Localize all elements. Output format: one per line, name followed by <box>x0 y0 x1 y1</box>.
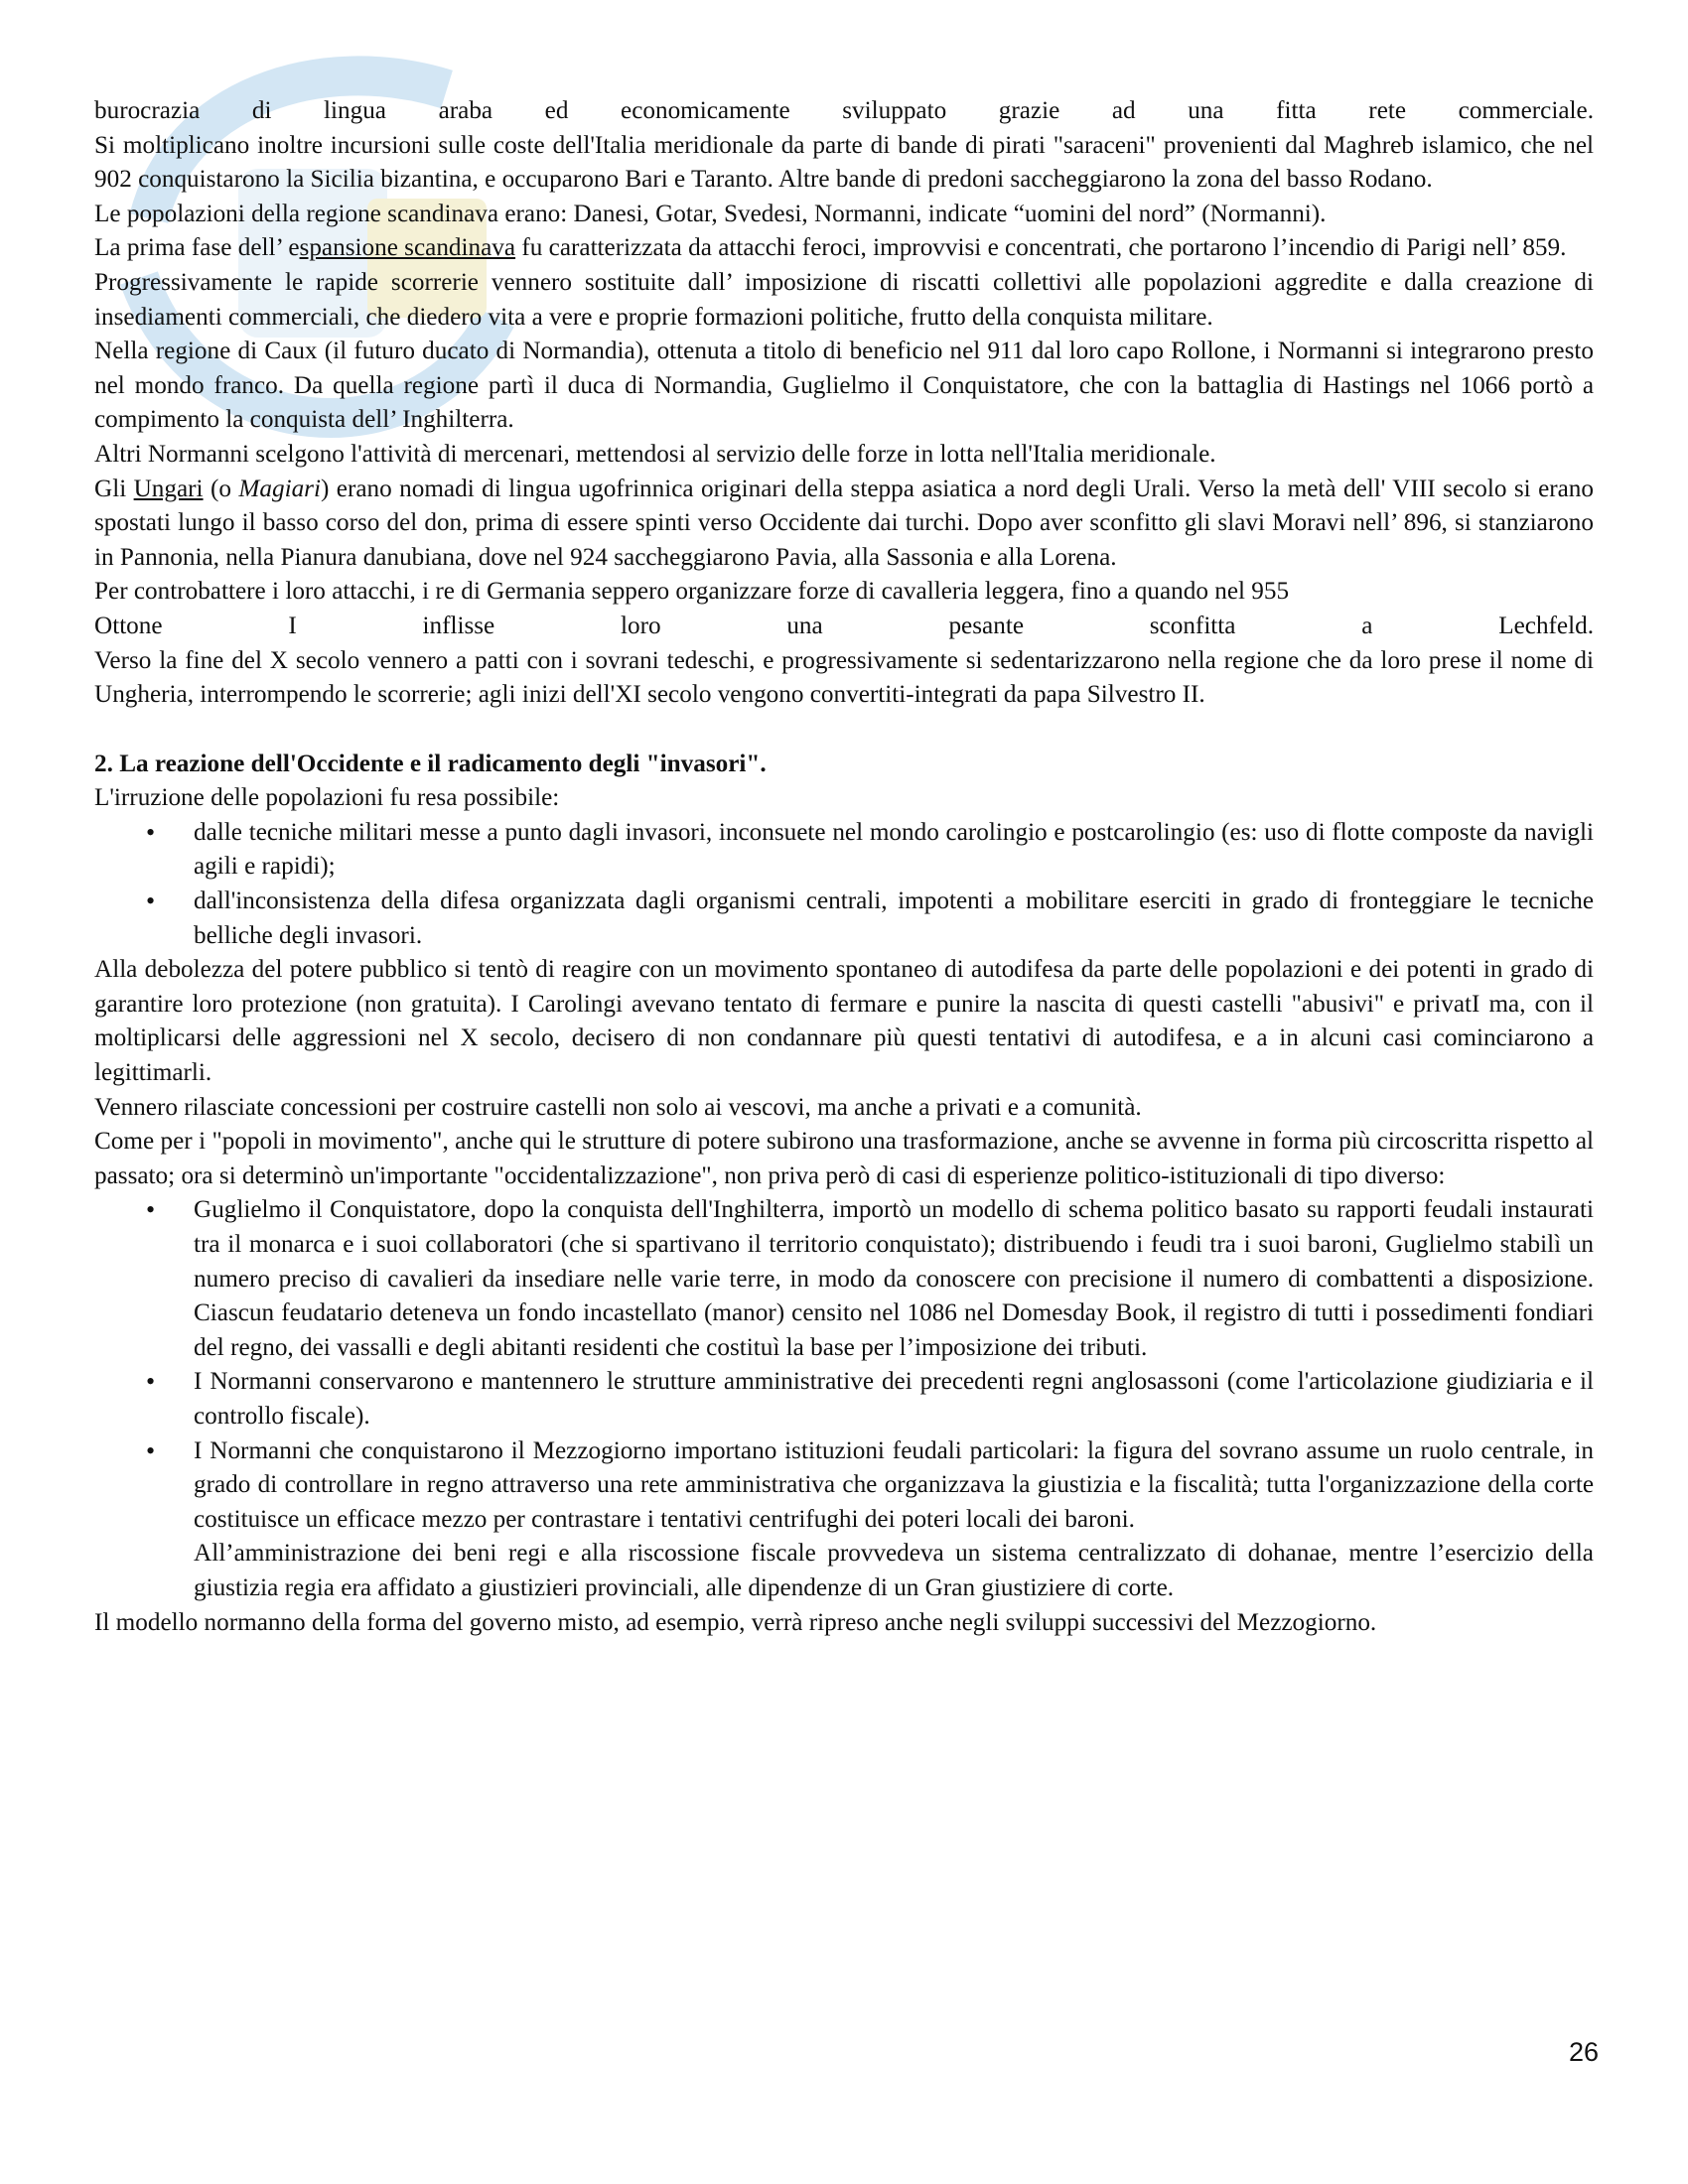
page-number: 26 <box>1569 2037 1600 2067</box>
list-item-text: I Normanni conservarono e mantennero le strutture amministrative dei precedenti regni anglosassoni (come l'articolazione giudiziaria e il controllo fiscale). <box>194 1368 1594 1430</box>
paragraph: burocrazia di lingua araba ed economicamente sviluppato grazie ad una fitta rete commerciale. <box>94 97 1594 124</box>
list-item <box>94 816 1594 885</box>
paragraph-ungari <box>94 473 1594 576</box>
paragraph: Alla debolezza del potere pubblico si tentò di reagire con un movimento spontaneo di autodifesa da parte delle popolazioni e dei potenti in grado di garantire loro protezione (non gratuita). I Carolingi avevano tentato di fermare e punire la nascita di questi castelli "abusivi" e privatI ma, con il moltiplicarsi delle aggressioni nel X secolo, decisero di non condannare più questi tentativi di autodifesa, e a in alcuni casi cominciarono a legittimarli. <box>94 956 1594 1087</box>
paragraph: Si moltiplicano inoltre incursioni sulle coste dell'Italia meridionale da parte di bande di pirati "saraceni" provenienti dal Maghreb islamico, che nel 902 conquistarono la Sicilia bizantina, e occuparono Bari e Taranto. Altre bande di predoni saccheggiarono la zona del basso Rodano. <box>94 131 1594 194</box>
text-fragment: (o <box>203 475 239 502</box>
list-item-text: dalle tecniche militari messe a punto dagli invasori, inconsuete nel mondo carolingio e postcarolingio (es: uso di flotte composte da navigli agili e rapidi); <box>194 818 1594 881</box>
bullet-list <box>94 816 1594 953</box>
bullet-icon: • <box>146 1367 156 1397</box>
bullet-icon: • <box>146 1195 156 1225</box>
list-item <box>94 1193 1594 1365</box>
list-item-text: dall'inconsistenza della difesa organizzata dagli organismi centrali, impotenti a mobilitare eserciti in grado di fronteggiare le tecniche belliche degli invasori. <box>194 887 1594 949</box>
text-fragment: La prima fase dell’ e <box>94 234 300 262</box>
paragraph-expansion <box>94 231 1594 266</box>
text-fragment: ) erano nomadi di lingua ugofrinnica originari della steppa asiatica a nord degli Urali. Verso la metà dell' VIII secolo si erano spostati lungo il basso corso del don, prima di essere spinti verso Occidente dai turchi. Dopo aver sconfitto gli slavi Moravi nell’ 896, si stanziarono in Pannonia, nella Pianura danubiana, dove nel 924 saccheggiarono Pavia, alla Sassonia e alla Lorena. <box>94 475 1594 571</box>
text-italic: Magiari <box>238 475 321 502</box>
document-page <box>94 94 1594 1640</box>
paragraph: Per controbattere i loro attacchi, i re di Germania seppero organizzare forze di cavalleria leggera, fino a quando nel 955 <box>94 578 1290 606</box>
paragraph: Ottone I inflisse loro una pesante sconfitta a Lechfeld. <box>94 612 1594 639</box>
list-item-text: I Normanni che conquistarono il Mezzogiorno importano istituzioni feudali particolari: la figura del sovrano assume un ruolo centrale, in grado di controllare in regno attraverso una rete amministrativa che organizzava la giustizia e la fiscalità; tutta l'organizzazione della corte costituisce un efficace mezzo per contrastare i tentativi centrifughi dei poteri locali dei baroni. <box>194 1436 1594 1533</box>
link-espansione-scandinava[interactable]: spansione scandinava <box>299 234 516 262</box>
paragraph: Nella regione di Caux (il futuro ducato di Normandia), ottenuta a titolo di beneficio nel 911 dal loro capo Rollone, i Normanni si integrarono presto nel mondo franco. Da quella regione partì il duca di Normandia, Guglielmo il Conquistatore, che con la battaglia di Hastings nel 1066 portò a compimento la conquista dell’ Inghilterra. <box>94 338 1594 434</box>
paragraph: Progressivamente le rapide scorrerie vennero sostituite dall’ imposizione di riscatti collettivi alle popolazioni aggredite e dalla creazione di insediamenti commerciali, che diedero vita a vere e proprie formazioni politiche, frutto della conquista militare. <box>94 268 1594 331</box>
bullet-icon: • <box>146 1435 156 1465</box>
list-item <box>94 1365 1594 1433</box>
bullet-icon: • <box>146 887 156 916</box>
text-fragment: Gli <box>94 475 134 502</box>
bullet-list <box>94 1193 1594 1537</box>
section-heading: 2. La reazione dell'Occidente e il radicamento degli "invasori". <box>94 750 767 777</box>
paragraph: Le popolazioni della regione scandinava erano: Danesi, Gotar, Svedesi, Normanni, indicate “uomini del nord” (Normanni). <box>94 200 1327 227</box>
paragraph: Altri Normanni scelgono l'attività di mercenari, mettendosi al servizio delle forze in lotta nell'Italia meridionale. <box>94 440 1216 468</box>
text-fragment: fu caratterizzata da attacchi feroci, improvvisi e concentrati, che portarono l’incendio di Parigi nell’ 859. <box>515 234 1567 262</box>
paragraph: L'irruzione delle popolazioni fu resa possibile: <box>94 784 560 812</box>
list-item <box>94 885 1594 953</box>
link-ungari[interactable]: Ungari <box>133 475 204 502</box>
paragraph: Vennero rilasciate concessioni per costruire castelli non solo ai vescovi, ma anche a privati e a comunità. <box>94 1093 1142 1121</box>
paragraph: Il modello normanno della forma del governo misto, ad esempio, verrà ripreso anche negli sviluppi successivi del Mezzogiorno. <box>94 1608 1377 1636</box>
list-item <box>94 1434 1594 1538</box>
list-item-text: Guglielmo il Conquistatore, dopo la conquista dell'Inghilterra, importò un modello di schema politico basato su rapporti feudali instaurati tra il monarca e i suoi collaboratori (che si spartivano il territorio conquistato); distribuendo i feudi tra i suoi baroni, Guglielmo stabilì un numero preciso di cavalieri da insediare nelle varie terre, in modo da conoscere con precisione il numero di combattenti a disposizione. Ciascun feudatario deteneva un fondo incastellato (manor) censito nel 1086 nel Domesday Book, il registro di tutti i possedimenti fondiari del regno, dei vassalli e degli abitanti residenti che costituì la base per l’imposizione dei tributi. <box>194 1196 1594 1361</box>
bullet-icon: • <box>146 817 156 847</box>
list-continuation: All’amministrazione dei beni regi e alla riscossione fiscale provvedeva un sistema centralizzato di dohanae, mentre l’esercizio della giustizia regia era affidato a giustizieri provinciali, alle dipendenze di un Gran giustiziere di corte. <box>194 1540 1594 1601</box>
paragraph: Verso la fine del X secolo vennero a patti con i sovrani tedeschi, e progressivamente si sedentarizzarono nella regione che da loro prese il nome di Ungheria, interrompendo le scorrerie; agli inizi dell'XI secolo vengono convertiti-integrati da papa Silvestro II. <box>94 646 1594 709</box>
paragraph: Come per i "popoli in movimento", anche qui le strutture di potere subirono una trasformazione, anche se avvenne in forma più circoscritta rispetto al passato; ora si determinò un'importante "occidentalizzazione", non priva però di casi di esperienze politico-istituzionali di tipo diverso: <box>94 1128 1594 1189</box>
